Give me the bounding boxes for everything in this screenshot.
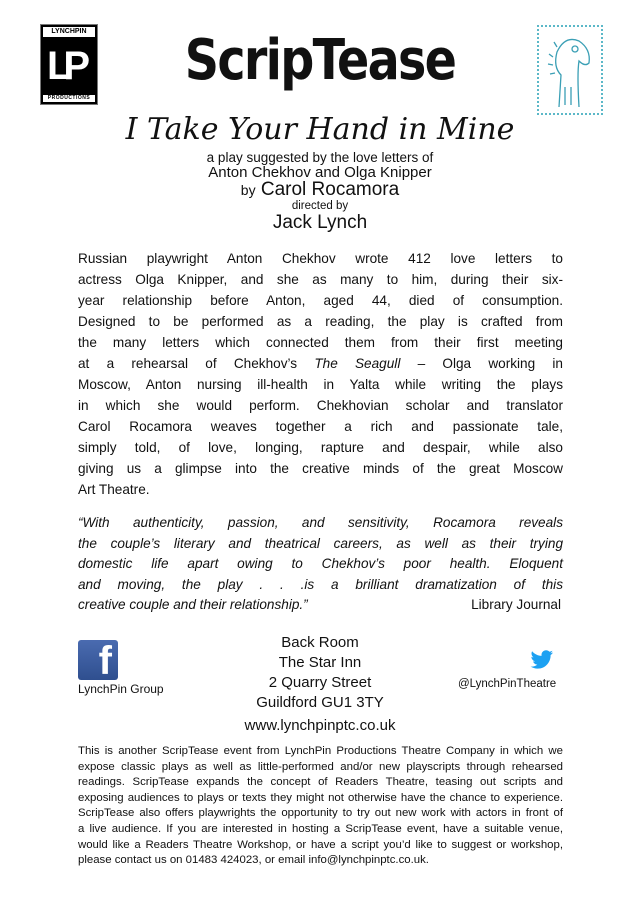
- play-title: I Take Your Hand in Mine: [125, 112, 515, 147]
- footer-line: This is another ScripTease event from LynchPin Productions Theatre Company in which we: [78, 745, 563, 757]
- quote-line: creative couple and their relationship.”: [78, 597, 308, 613]
- logo-top-text: LYNCHPIN: [43, 27, 95, 37]
- description-line: the many letters which connected them from their first meeting: [78, 335, 563, 350]
- description-line: simply told, of love, longing, rapture and despair, while also: [78, 440, 563, 455]
- venue-line: Guildford GU1 3TY: [256, 694, 384, 711]
- quote-line: and moving, the play . . .is a brilliant dramatization of this: [78, 576, 563, 592]
- footer-line: readings. ScripTease expands the concept of Readers Theatre, teasing out scripts and: [78, 776, 563, 789]
- by-label: by: [240, 182, 256, 198]
- description-line: actress Olga Knipper, and she as many to him, during their six-: [78, 272, 563, 287]
- quote-line: “With authenticity, passion, and sensitivity, Rocamora reveals: [78, 515, 563, 530]
- subtitle-line-2: Anton Chekhov and Olga Knipper: [208, 164, 432, 181]
- description-line: Designed to be performed as a reading, the play is crafted from: [78, 314, 563, 329]
- logo-bottom-text: PRODUCTIONS: [43, 95, 95, 102]
- website-link[interactable]: www.lynchpinptc.co.uk: [244, 717, 396, 734]
- series-title: ScripTease: [184, 28, 456, 93]
- description: [78, 248, 563, 500]
- description-line: Russian playwright Anton Chekhov wrote 412 love letters to: [78, 251, 563, 266]
- subtitle-line-1: a play suggested by the love letters of: [206, 150, 434, 165]
- director-name: Jack Lynch: [272, 212, 368, 233]
- logo-mark: LP: [47, 44, 83, 88]
- quote-source: Library Journal: [471, 597, 561, 613]
- horse-stamp-icon: [537, 25, 603, 115]
- facebook-label[interactable]: LynchPin Group: [78, 682, 164, 696]
- description-line: year relationship before Anton, aged 44, died of consumption.: [78, 293, 563, 308]
- description-line: in which she would perform. Chekhovian scholar and translator: [78, 398, 563, 413]
- description-line: at a rehearsal of Chekhov’s The Seagull – Olga working in: [78, 356, 563, 371]
- quote-line: domestic life apart owing to Chekhov’s poor health. Eloquent: [78, 556, 563, 572]
- footer-line: please contact us on 01483 424023, or email info@lynchpinptc.co.uk.: [78, 854, 429, 867]
- venue-line: 2 Quarry Street: [268, 674, 372, 691]
- description-line: Art Theatre.: [78, 482, 150, 497]
- author-line: [0, 179, 640, 201]
- venue-line: Back Room: [281, 634, 359, 651]
- quote-line: the couple’s literary and theatrical careers, as well as their trying: [78, 535, 563, 551]
- directed-by-label: directed by: [291, 200, 349, 212]
- venue-address: [180, 633, 460, 736]
- twitter-icon[interactable]: [530, 650, 554, 675]
- author-name: Carol Rocamora: [260, 179, 400, 200]
- description-line: Carol Rocamora weaves together a rich and passionate tale,: [78, 419, 563, 434]
- footer-line: would like a Readers Theatre Workshop, or have a script you’d like to suggest or workshop,: [78, 838, 563, 851]
- footer-line: exposing audiences to plays or texts they might not otherwise have the chance to experience.: [78, 791, 563, 804]
- review-quote: [78, 513, 563, 616]
- description-line: Moscow, Anton nursing ill-health in Yalta while writing the plays: [78, 377, 563, 392]
- footer-line: ScripTease also offers playwrights the opportunity to try out new work with actors in front of: [78, 807, 563, 820]
- description-line: giving us a glimpse into the creative minds of the great Moscow: [78, 461, 563, 476]
- facebook-icon[interactable]: f: [78, 640, 118, 680]
- venue-line: The Star Inn: [278, 654, 362, 671]
- twitter-handle[interactable]: @LynchPinTheatre: [458, 678, 557, 690]
- footer-info: [78, 744, 563, 869]
- footer-line: a live audience. If you are interested in hosting a ScripTease event, have a suitable venue,: [78, 822, 563, 835]
- footer-line: expose classic plays as well as little-performed and/or new playscripts through rehearsed: [78, 760, 563, 773]
